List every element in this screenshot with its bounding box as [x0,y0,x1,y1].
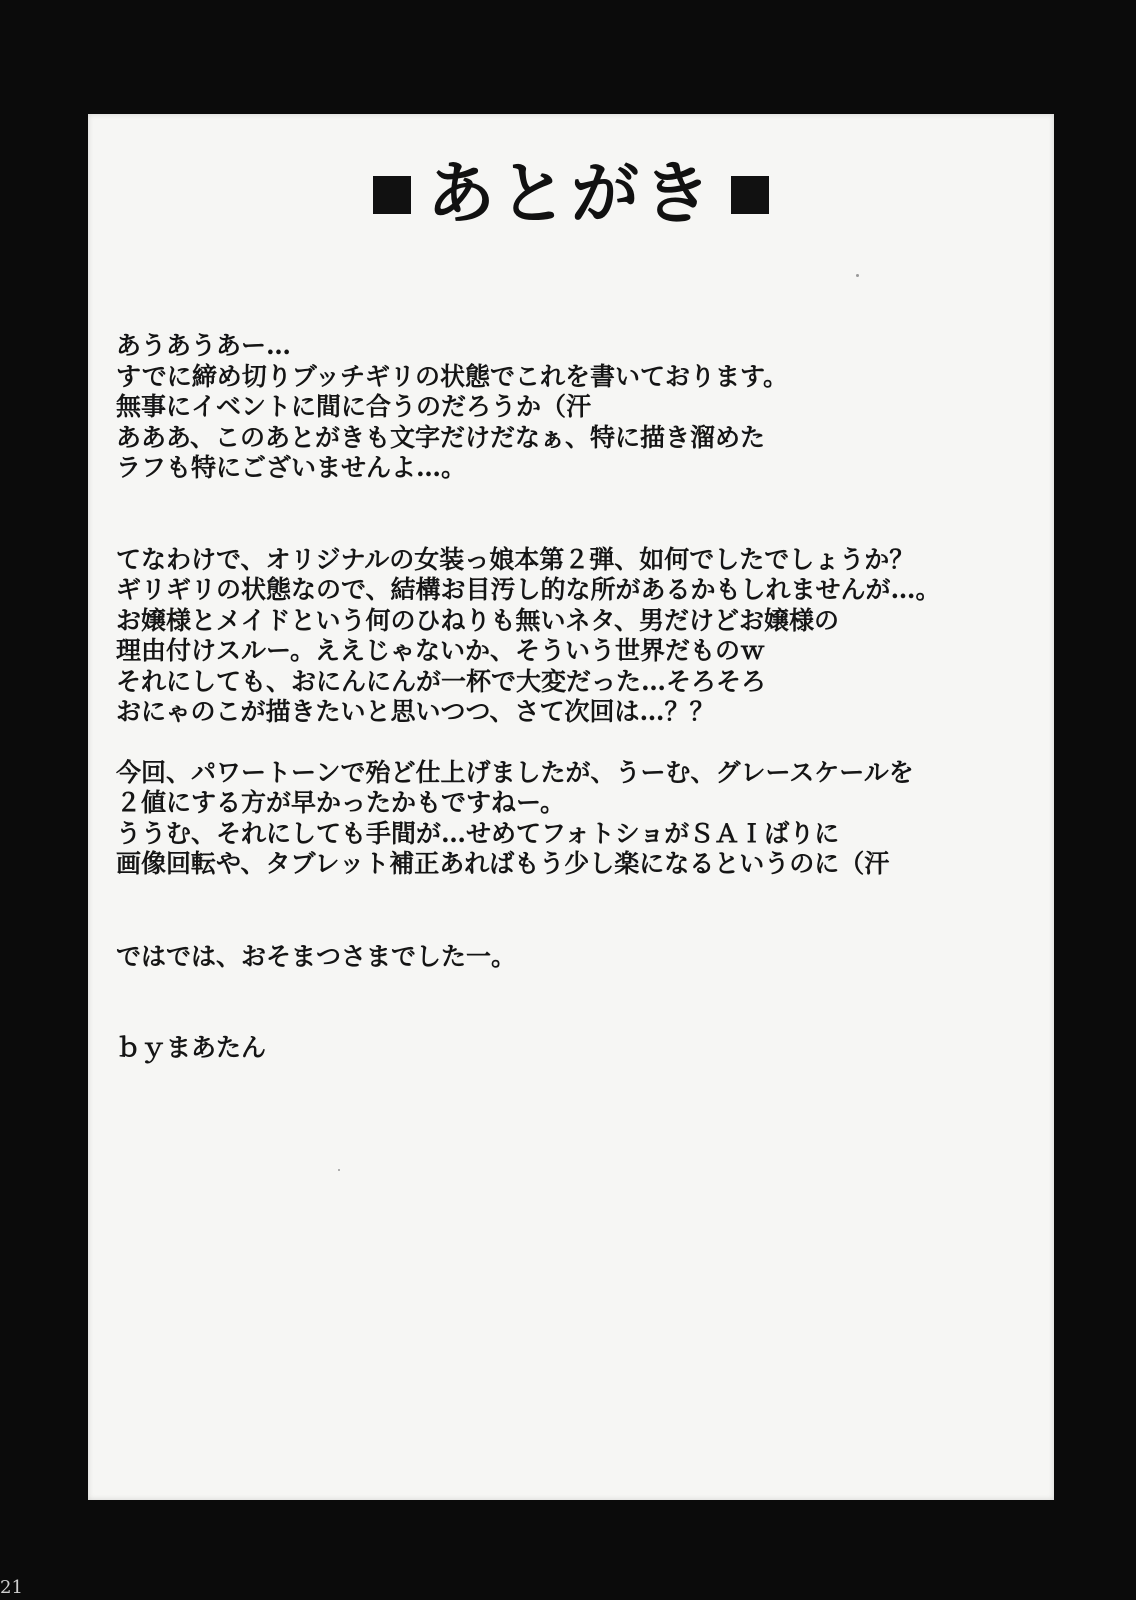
text-line: ギリギリの状態なので、結構お目汚し的な所があるかもしれませんが…。 [116,575,941,604]
text-line: 画像回転や、タブレット補正あればもう少し楽になるというのに（汗 [116,849,890,878]
text-line: お嬢様とメイドという何のひねりも無いネタ、男だけどお嬢様の [116,605,840,635]
paper-speck [856,274,859,277]
paragraph-4 [116,942,1036,973]
text-line: おにゃのこが描きたいと思いつつ、さて次回は…？？ [116,697,715,726]
afterword-body [116,331,1036,1064]
title-right-square [731,176,769,214]
paragraph-3 [116,758,1036,880]
paragraph-2 [116,545,1036,728]
text-line: それにしても、おにんにんが一杯で大変だった…そろそろ [116,666,767,696]
text-line: 理由付けスルー。ええじゃないか、そういう世界だものｗ [116,636,766,665]
text-line: 無事にイベントに間に合うのだろうか（汗 [116,392,592,421]
title-row [88,150,1054,240]
document-page [88,114,1054,1500]
text-line: あああ、このあとがきも文字だけだなぁ、特に描き溜めた [116,422,766,452]
paragraph-1 [116,331,1036,484]
signature [116,1033,1036,1064]
text-line: ううむ、それにしても手間が…せめてフォトショがＳＡＩばりに [116,818,840,848]
paper-speck [338,1169,340,1171]
text-line: あうあうあー… [116,331,292,360]
title-left-square [373,176,411,214]
text-line: 今回、パワートーンで殆ど仕上げましたが、うーむ、グレースケールを [116,757,914,787]
signature-line: ｂｙまあたん [116,1033,267,1062]
text-line: ラフも特にございませんよ…。 [116,453,467,482]
text-line: ２値にする方が早かったかもですねー。 [116,788,566,817]
page-number: 21 [0,1577,23,1598]
text-line: すでに締め切りブッチギリの状態でこれを書いております。 [116,361,789,391]
page-title: あとがき [426,155,715,234]
text-line: てなわけで、オリジナルの女装っ娘本第２弾、如何でしたでしょうか？ [116,544,915,574]
text-line: ではでは、おそまつさまでした一。 [116,941,517,971]
